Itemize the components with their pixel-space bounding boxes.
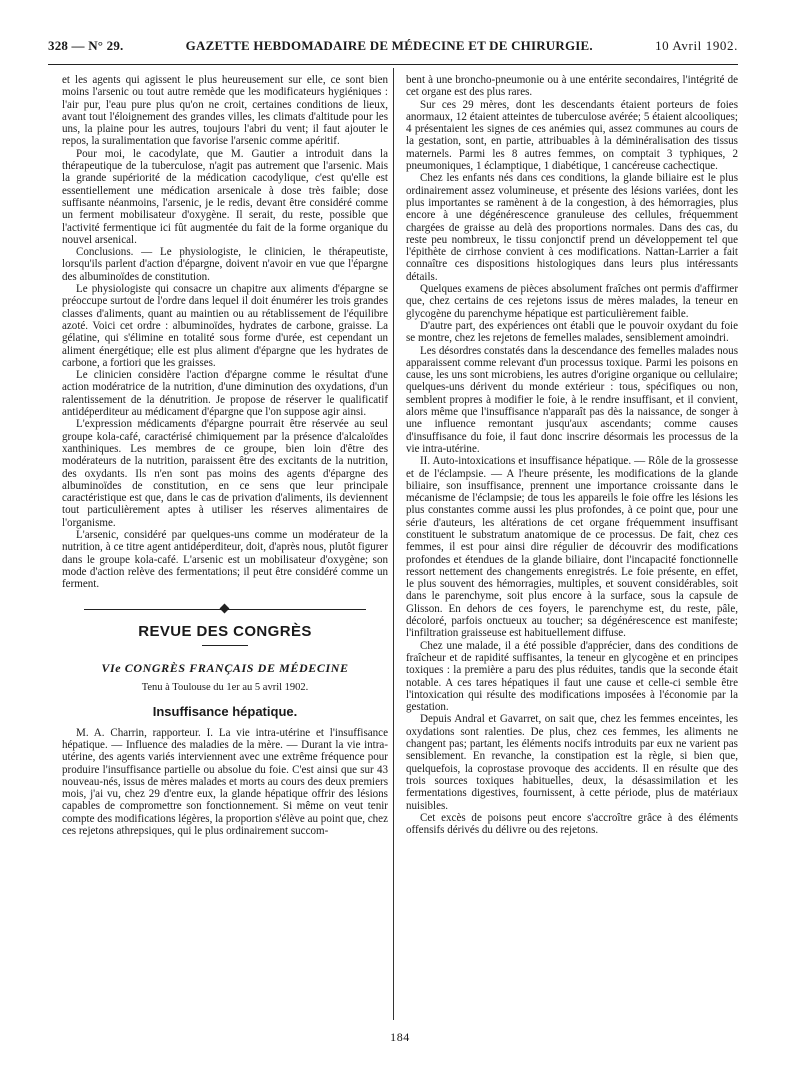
paragraph: Quelques examens de pièces absolument fraîches ont permis d'affirmer que, chez certains de ces rejetons issus de mères malades, la teneur en glycogène du parenchyme hépatique est particulièrement faible.	[406, 283, 738, 320]
section-rule	[202, 645, 248, 646]
paragraph: Le physiologiste qui consacre un chapitre aux aliments d'épargne se préoccupe surtout de l'ordre dans lequel il doit énumérer les trois grandes classes d'aliments, quant au maintien ou au rétablissement de l'équilibre azoté. Voici cet ordre : albuminoïdes, hydrates de carbone, graisse. La gélatine, qui s'élimine en totalité sous forme d'urée, est cependant un aliment énergétique; elle est plus aliment d'épargne que les hydrates de carbone, a fortiori que les graisses.	[62, 283, 388, 369]
header-date: 10 Avril 1902.	[655, 38, 738, 53]
ornamental-rule	[70, 604, 380, 614]
paragraph: Depuis Andral et Gavarret, on sait que, chez les femmes enceintes, les oxydations sont ralenties. De plus, chez ces femmes, les aliments ne changent pas; partant, les éléments nocifs introduits par eux ne varient pas sensiblement. En revanche, la constipation est la règle, si bien que, quelquefois, la coprostase provoque des accidents. Il en résulte que des trois sources toxiques habituelles, deux, la désassimilation et les fermentations digestives, fournissent, à cette période, plus de matériaux nuisibles.	[406, 713, 738, 812]
paragraph: II. Auto-intoxications et insuffisance hépatique. — Rôle de la grossesse et de l'éclampsie. — A l'heure présente, les modifications de la glande biliaire, son insuffisance, prennent une importance croissante dans le mécanisme de l'éclampsie; de tous les appareils le foie offre les lésions les plus constantes comme aussi les plus profondes, à ce point que, pour une série d'auteurs, les altérations de cet organe fréquemment insuffisant constituent le substratum anatomique de ce processus. De fait, chez ces femmes, il est pour ainsi dire régulier de découvrir des modifications profondes et étendues de la glande biliaire, dont l'incapacité fonctionnelle ressort nettement des changements enregistrés. Le foie présente, en effet, le plus souvent des hémorragies, multiples, et souvent considérables, soit dans le parenchyme, soit plus encore à la surface, sous la capsule de Glisson. En dehors de ces foyers, le parenchyme est, du reste, pâle, décoloré, parfois onctueux au toucher; sa dégénérescence est manifeste; l'infiltration graisseuse est habituellement diffuse.	[406, 455, 738, 640]
paragraph: et les agents qui agissent le plus heureusement sur elle, ce sont bien moins l'arsenic ou tout autre remède que les modificateurs hygiéniques : l'air pur, l'eau pure plus qu'on ne croit, certaines conditions de lieux, avant tout l'éloignement des grandes villes, les climats d'altitude pour les uns, la plaine pour les autres, toujours l'abri du vent; il faut ajouter le repos, la suralimentation que favorise l'arsenic comme apéritif.	[62, 74, 388, 148]
paragraph: bent à une broncho-pneumonie ou à une entérite secondaires, l'intégrité de cet organe est des plus rares.	[406, 74, 738, 99]
paragraph: Chez une malade, il a été possible d'apprécier, dans des conditions de fraîcheur et de rapidité suffisantes, la teneur en glycogène et en principes toxiques : la première a paru des plus réduites, tandis que la seconde était notable. A ces tares hépatiques il faut une cause et celle-ci semble être l'intoxication qui résulte des modifications imposées à l'économie par la gestation.	[406, 639, 738, 714]
paragraph: M. A. Charrin, rapporteur. I. La vie intra-utérine et l'insuffisance hépatique. — Influence des maladies de la mère. — Durant la vie intra-utérine, des agents variés interviennent avec une extrême fréquence pour produire l'insuffisance partielle ou absolue du foie. C'est ainsi que sur 43 nouveau-nés, issus de mères malades et morts au cours des deux premiers mois, j'ai vu, chez 29 d'entre eux, la glande hépatique offrir des lésions capables de compromettre son fonctionnement. Si même on veut tenir compte des modifications légères, la proportion s'élève au point que, chez ces rejetons athrepsiques, qui le plus ordinairement succom-	[62, 726, 388, 838]
running-header	[48, 38, 738, 60]
right-column	[406, 74, 738, 836]
paragraph: Les désordres constatés dans la descendance des femelles malades nous apparaissent comme relevant d'un processus toxique. Parmi les poisons en cause, les uns sont microbiens, les autres d'origine organique ou cellulaire; quelques-uns dérivent du monde extérieur : tous, spécifiques ou non, semblent propres à modifier le foie, à le rendre insuffisant, et il convient, alors même que l'insuffisance n'apparaît pas dès la naissance, de songer à une influence remontant jusqu'aux ascendants; comme causes d'insuffisance du foie, il faut donc inscrire désormais les processus de la vie intra-utérine.	[406, 344, 738, 455]
column-divider	[393, 68, 394, 1020]
paragraph: Pour moi, le cacodylate, que M. Gautier a introduit dans la thérapeutique de la tuberculose, n'agit pas autrement que l'arsenic. Mais la grande supériorité de la médication cacodylique, c'est qu'elle est essentiellement une médication arsenicale à dose très faible; dose suffisante néanmoins, l'arsenic, je le redis, devant être considéré comme un ferment mobilisateur d'oxygène. Il serait, du reste, possible que l'activité fermentique ici fût augmentée du fait de la forme organique du nouvel arsenical.	[62, 147, 388, 246]
paragraph: D'autre part, des expériences ont établi que le pouvoir oxydant du foie se montre, chez les rejetons de femelles malades, sensiblement amoindri.	[406, 319, 738, 345]
section-title: REVUE DES CONGRÈS	[138, 623, 312, 641]
header-journal-title: GAZETTE HEBDOMADAIRE DE MÉDECINE ET DE CHIRURGIE.	[185, 38, 593, 53]
header-rule	[48, 64, 738, 65]
congress-subtitle: Tenu à Toulouse du 1er au 5 avril 1902.	[141, 682, 309, 694]
header-page-issue: 328 — N° 29.	[48, 38, 124, 53]
page-number: 184	[390, 1030, 410, 1044]
paragraph: Le clinicien considère l'action d'épargne comme le résultat d'une action modératrice de la nutrition, d'une diminution des oxydations, d'un ralentissement de la dénutrition. Je propose de réserver le qualificatif antidéperditeur au médicament d'épargne que l'on suppose agir ainsi.	[62, 369, 388, 419]
paragraph: Chez les enfants nés dans ces conditions, la glande biliaire est le plus ordinairement assez volumineuse, et présente des lésions variées, dont les plus importantes se ramènent à de la congestion, à des hémorragies, plus encore à une dégénérescence granuleuse des cellules, fréquemment chargées de graisse au delà des proportions normales. Dans des cas, du reste peu nombreux, le tissu conjonctif prend un développement tel que l'épithète de cirrhose convient à ces modifications. Nattan-Larrier a fait connaître ces dispositions histologiques dans leurs plus intéressants détails.	[406, 172, 738, 283]
congress-title: VIe CONGRÈS FRANÇAIS DE MÉDECINE	[101, 660, 349, 675]
paragraph: Cet excès de poisons peut encore s'accroître grâce à des éléments offensifs dérivés du délivre ou des rejetons.	[406, 811, 738, 837]
paragraph: Sur ces 29 mères, dont les descendants étaient porteurs de foies anormaux, 12 étaient atteintes de tuberculose avérée; 5 étaient alcooliques; 4 présentaient les signes de ces anémies qui, assez communes au cours de la gestation, sont, en partie, attribuables à la déminéralisation des tissus maternels. Parmi les 8 autres femmes, on comptait 3 typhiques, 2 pneumoniques, 1 éclamptique, 1 diabétique, 1 cancéreuse cachectique.	[406, 98, 738, 173]
paragraph: L'expression médicaments d'épargne pourrait être réservée au seul groupe kola-café, caractérisé chimiquement par la présence d'alcaloïdes xanthiniques. Les membres de ce groupe, bien loin d'être des modérateurs de la nutrition, paraissent être des excitants de la nutrition, des oxydants. Ils n'en sont pas moins des agents d'épargne des albuminoïdes de constitution, en ce sens que leur principale caractéristique est que, dans le cas de privation d'aliments, ils deviennent tout particulièrement aptes à utiliser les réserves alimentaires de l'organisme.	[62, 418, 388, 529]
left-column	[62, 74, 388, 837]
paragraph: L'arsenic, considéré par quelques-uns comme un modérateur de la nutrition, à ce titre agent antidéperditeur, doit, d'après nous, plutôt figurer dans le groupe kola-café. L'arsenic est un mobilisateur d'oxygène; son mode d'action relève des fermentations; il peut être considéré comme un ferment.	[62, 528, 388, 591]
topic-title: Insuffisance hépatique.	[152, 704, 298, 720]
paragraph: Conclusions. — Le physiologiste, le clinicien, le thérapeutiste, lorsqu'ils parlent d'action d'épargne, doivent n'avoir en vue que l'épargne des albuminoïdes de constitution.	[62, 246, 388, 283]
